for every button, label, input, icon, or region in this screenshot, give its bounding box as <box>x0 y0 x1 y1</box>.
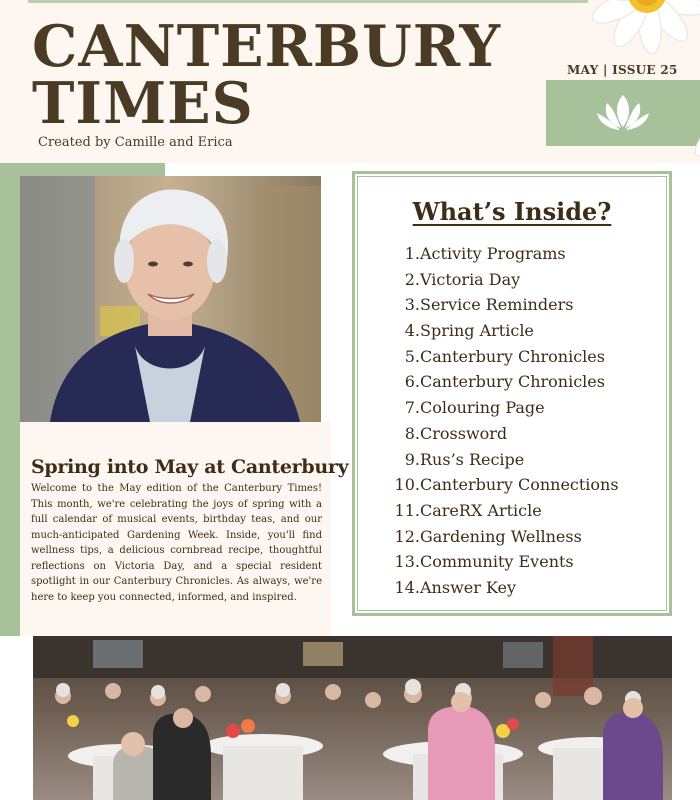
title-line-2: TIMES <box>32 70 254 137</box>
toc-item <box>392 241 619 267</box>
lotus-icon <box>593 89 653 139</box>
toc-number: 2. <box>404 269 420 289</box>
toc-label: Activity Programs <box>420 244 566 263</box>
feature-body: Welcome to the May edition of the Canterbury Times! This month, we're celebrating the joys of spring with a full calendar of musical events, birthday teas, and our much-anticipated Gardening Week. Inside, you'll find wellness tips, a delicious cornbread recipe, thoughtful reflections on Victoria Day, and a special resident spotlight in our Canterbury Chronicles. As always, we're here to keep you connected, informed, and inspired. <box>31 483 322 603</box>
toc-number: 13. <box>394 552 420 572</box>
toc-item <box>392 395 619 421</box>
toc-label: Rus’s Recipe <box>420 449 525 469</box>
toc-title: What’s Inside? <box>412 197 612 226</box>
toc-number: 10. <box>394 475 420 495</box>
toc-item <box>392 549 619 575</box>
daisy-petal-icon <box>676 134 700 174</box>
toc-item <box>392 575 619 601</box>
toc-label: Spring Article <box>420 321 534 341</box>
toc-number: 12. <box>394 526 420 546</box>
masthead-top-rule <box>28 0 588 3</box>
toc-item <box>392 498 619 524</box>
toc-number: 8. <box>404 423 420 443</box>
toc-number: 6. <box>404 372 420 392</box>
toc-label: Colouring Page <box>420 398 545 418</box>
feature-title: Spring into May at Canterbury <box>31 455 349 478</box>
toc-item <box>392 472 619 498</box>
toc-label: Answer Key <box>420 577 516 597</box>
toc-item <box>392 318 619 344</box>
toc-label: Gardening Wellness <box>420 526 582 546</box>
newsletter-title <box>32 13 502 137</box>
toc-number: 11. <box>394 500 420 520</box>
toc-number: 9. <box>404 449 420 469</box>
issue-label: MAY | ISSUE 25 <box>567 63 678 77</box>
toc-label: Community Events <box>420 552 574 572</box>
toc-item <box>392 421 619 447</box>
masthead <box>0 0 700 163</box>
toc-label: Crossword <box>420 423 508 443</box>
toc-item <box>392 524 619 550</box>
toc-item <box>392 369 619 395</box>
toc-number: 3. <box>404 295 420 315</box>
toc-list <box>392 241 619 601</box>
toc-item <box>392 267 619 293</box>
toc-label: Canterbury Chronicles <box>420 346 605 366</box>
toc-item <box>392 344 619 370</box>
toc-label: Canterbury Connections <box>420 475 619 495</box>
toc-number: 14. <box>394 577 420 597</box>
toc-label: Victoria Day <box>420 269 521 289</box>
toc-item <box>392 292 619 318</box>
credits-line: Created by Camille and Erica <box>38 135 233 150</box>
title-line-1: CANTERBURY <box>32 13 502 80</box>
toc-number: 1. <box>404 244 420 263</box>
toc-label: CareRX Article <box>420 500 542 520</box>
toc-number: 7. <box>404 398 420 418</box>
resident-photo <box>20 176 321 422</box>
group-event-photo <box>33 636 672 800</box>
toc-number: 4. <box>404 321 420 341</box>
toc-label: Canterbury Chronicles <box>420 372 605 392</box>
toc-label: Service Reminders <box>420 295 574 315</box>
toc-number: 5. <box>404 346 420 366</box>
toc-item <box>392 447 619 473</box>
